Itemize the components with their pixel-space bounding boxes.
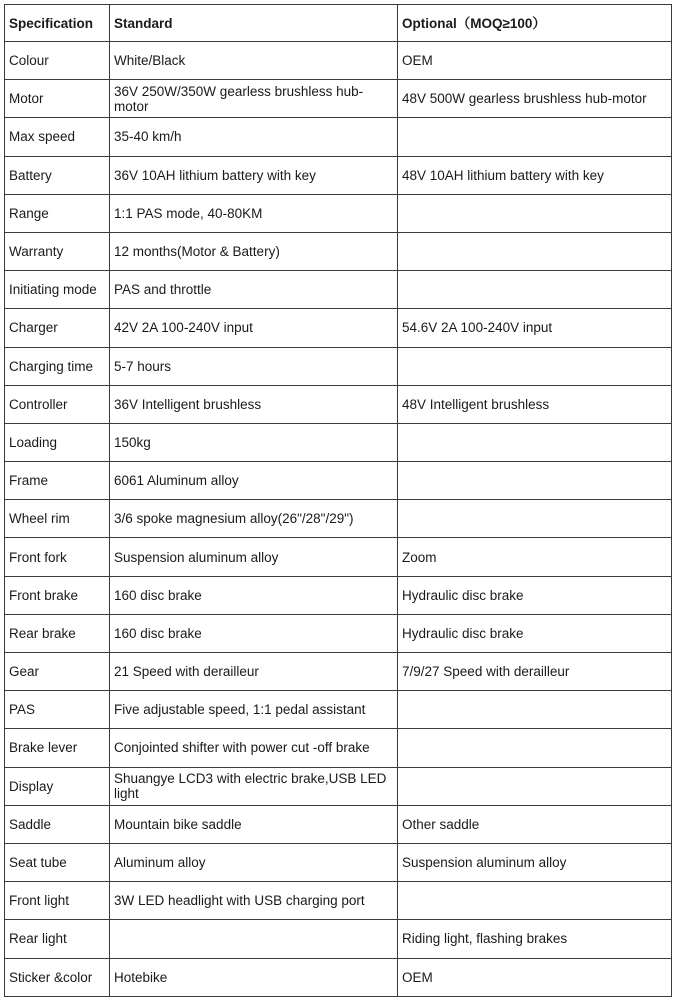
table-row bbox=[5, 843, 672, 881]
specification-cell: Display bbox=[5, 767, 110, 805]
table-row bbox=[5, 958, 672, 996]
standard-cell: 160 disc brake bbox=[110, 614, 398, 652]
optional-cell bbox=[398, 767, 672, 805]
standard-cell: Hotebike bbox=[110, 958, 398, 996]
optional-cell bbox=[398, 500, 672, 538]
table-row bbox=[5, 385, 672, 423]
spec-body bbox=[5, 42, 672, 997]
optional-cell bbox=[398, 882, 672, 920]
standard-cell: Conjointed shifter with power cut -off brake bbox=[110, 729, 398, 767]
table-row bbox=[5, 653, 672, 691]
standard-cell: 35-40 km/h bbox=[110, 118, 398, 156]
table-row bbox=[5, 767, 672, 805]
standard-cell: 42V 2A 100-240V input bbox=[110, 309, 398, 347]
optional-cell: 7/9/27 Speed with derailleur bbox=[398, 653, 672, 691]
table-row bbox=[5, 729, 672, 767]
optional-cell: Other saddle bbox=[398, 805, 672, 843]
table-row bbox=[5, 42, 672, 80]
specification-cell: Range bbox=[5, 194, 110, 232]
optional-cell bbox=[398, 347, 672, 385]
table-row bbox=[5, 232, 672, 270]
table-row bbox=[5, 882, 672, 920]
table-row bbox=[5, 309, 672, 347]
header-row bbox=[5, 5, 672, 42]
standard-cell: Mountain bike saddle bbox=[110, 805, 398, 843]
optional-cell bbox=[398, 271, 672, 309]
standard-cell: 150kg bbox=[110, 423, 398, 461]
optional-cell bbox=[398, 462, 672, 500]
optional-cell bbox=[398, 729, 672, 767]
specification-cell: Colour bbox=[5, 42, 110, 80]
standard-cell: 6061 Aluminum alloy bbox=[110, 462, 398, 500]
table-row bbox=[5, 347, 672, 385]
optional-cell bbox=[398, 194, 672, 232]
specification-cell: Warranty bbox=[5, 232, 110, 270]
table-row bbox=[5, 691, 672, 729]
standard-cell: 5-7 hours bbox=[110, 347, 398, 385]
table-row bbox=[5, 920, 672, 958]
table-row bbox=[5, 80, 672, 118]
standard-cell: 12 months(Motor & Battery) bbox=[110, 232, 398, 270]
optional-cell: OEM bbox=[398, 958, 672, 996]
specification-cell: Frame bbox=[5, 462, 110, 500]
specification-cell: Front light bbox=[5, 882, 110, 920]
header-optional: Optional（MOQ≥100） bbox=[398, 5, 672, 42]
specification-cell: Max speed bbox=[5, 118, 110, 156]
specification-cell: Brake lever bbox=[5, 729, 110, 767]
optional-cell: Riding light, flashing brakes bbox=[398, 920, 672, 958]
optional-cell bbox=[398, 118, 672, 156]
specification-cell: Motor bbox=[5, 80, 110, 118]
table-row bbox=[5, 271, 672, 309]
specification-cell: Controller bbox=[5, 385, 110, 423]
optional-cell: 54.6V 2A 100-240V input bbox=[398, 309, 672, 347]
standard-cell: Aluminum alloy bbox=[110, 843, 398, 881]
optional-cell: 48V Intelligent brushless bbox=[398, 385, 672, 423]
table-row bbox=[5, 194, 672, 232]
specification-cell: Sticker &color bbox=[5, 958, 110, 996]
standard-cell: 1:1 PAS mode, 40-80KM bbox=[110, 194, 398, 232]
specification-cell: Rear light bbox=[5, 920, 110, 958]
table-row bbox=[5, 423, 672, 461]
table-row bbox=[5, 805, 672, 843]
optional-cell: Hydraulic disc brake bbox=[398, 614, 672, 652]
standard-cell: Shuangye LCD3 with electric brake,USB LED light bbox=[110, 767, 398, 805]
optional-cell: Zoom bbox=[398, 538, 672, 576]
header-specification: Specification bbox=[5, 5, 110, 42]
specification-cell: Loading bbox=[5, 423, 110, 461]
specification-cell: Seat tube bbox=[5, 843, 110, 881]
specification-cell: Gear bbox=[5, 653, 110, 691]
specification-cell: Front fork bbox=[5, 538, 110, 576]
specification-cell: Front brake bbox=[5, 576, 110, 614]
standard-cell bbox=[110, 920, 398, 958]
specification-cell: Initiating mode bbox=[5, 271, 110, 309]
optional-cell bbox=[398, 423, 672, 461]
table-row bbox=[5, 462, 672, 500]
specification-cell: Wheel rim bbox=[5, 500, 110, 538]
standard-cell: Suspension aluminum alloy bbox=[110, 538, 398, 576]
optional-cell: Suspension aluminum alloy bbox=[398, 843, 672, 881]
standard-cell: 3W LED headlight with USB charging port bbox=[110, 882, 398, 920]
standard-cell: 3/6 spoke magnesium alloy(26"/28"/29") bbox=[110, 500, 398, 538]
optional-cell: OEM bbox=[398, 42, 672, 80]
specification-cell: Charging time bbox=[5, 347, 110, 385]
optional-cell bbox=[398, 232, 672, 270]
optional-cell: Hydraulic disc brake bbox=[398, 576, 672, 614]
standard-cell: 36V 10AH lithium battery with key bbox=[110, 156, 398, 194]
optional-cell: 48V 500W gearless brushless hub-motor bbox=[398, 80, 672, 118]
table-row bbox=[5, 156, 672, 194]
optional-cell: 48V 10AH lithium battery with key bbox=[398, 156, 672, 194]
optional-cell bbox=[398, 691, 672, 729]
table-row bbox=[5, 500, 672, 538]
standard-cell: Five adjustable speed, 1:1 pedal assistant bbox=[110, 691, 398, 729]
standard-cell: 36V 250W/350W gearless brushless hub-motor bbox=[110, 80, 398, 118]
specification-cell: Charger bbox=[5, 309, 110, 347]
standard-cell: 160 disc brake bbox=[110, 576, 398, 614]
standard-cell: PAS and throttle bbox=[110, 271, 398, 309]
table-row bbox=[5, 614, 672, 652]
header-standard: Standard bbox=[110, 5, 398, 42]
table-row bbox=[5, 118, 672, 156]
table-row bbox=[5, 576, 672, 614]
spec-table bbox=[4, 4, 672, 997]
standard-cell: White/Black bbox=[110, 42, 398, 80]
standard-cell: 36V Intelligent brushless bbox=[110, 385, 398, 423]
standard-cell: 21 Speed with derailleur bbox=[110, 653, 398, 691]
specification-cell: Rear brake bbox=[5, 614, 110, 652]
specification-cell: PAS bbox=[5, 691, 110, 729]
specification-cell: Battery bbox=[5, 156, 110, 194]
specification-cell: Saddle bbox=[5, 805, 110, 843]
table-row bbox=[5, 538, 672, 576]
